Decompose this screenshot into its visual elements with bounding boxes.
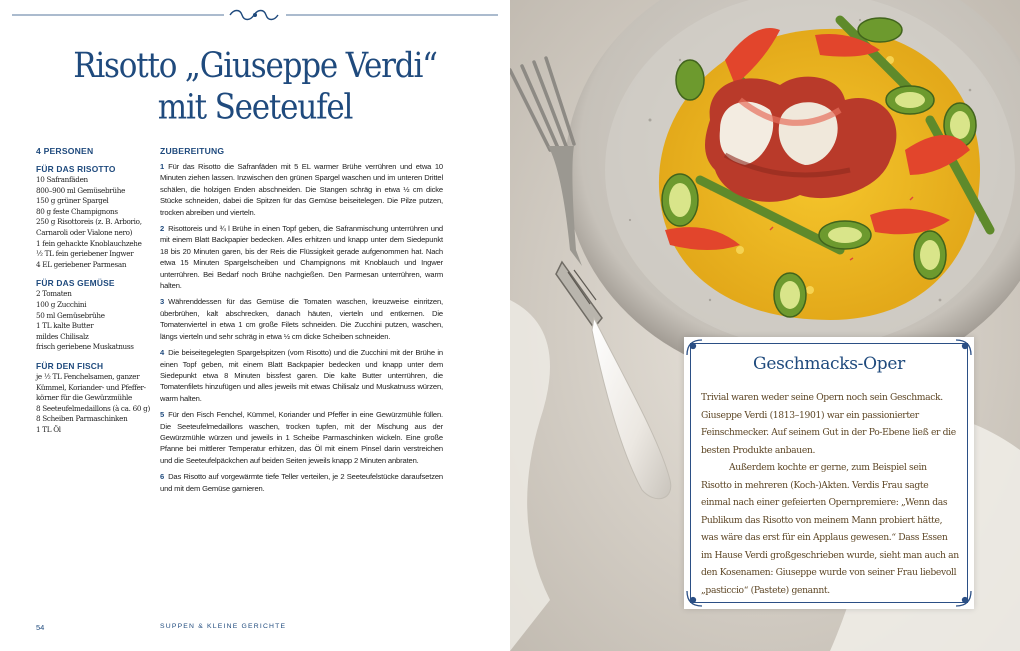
ingredient-item: körner für die Gewürzmühle: [36, 393, 132, 403]
ingredient-item: 10 Safranfäden: [36, 175, 88, 184]
step-number: 2: [160, 224, 165, 234]
ingredient-list: [36, 372, 154, 436]
ingredient-item: frisch geriebene Muskatnuss: [36, 342, 134, 352]
preparation-step: [160, 223, 443, 291]
step-number: 4: [160, 348, 165, 358]
sidebar-paragraph-1: Trivial waren weder seine Opern noch sein Geschmack. Giuseppe Verdi (1813–1901) war ein passionierter Feinschmecker. Auf seinem Gut in der Po-Ebene ließ er die besten Produkte anbauen.: [701, 392, 956, 456]
ingredient-item: 1 fein gehackte Knoblauchzehe: [36, 238, 142, 248]
ingredient-item: 50 ml Gemüsebrühe: [36, 310, 105, 320]
preparation-step: [160, 471, 443, 494]
step-text: Währenddessen für das Gemüse die Tomaten waschen, kreuzweise einritzen, überbrühen, kalt abschrecken, danach häuten, vierteln und entkernen. Die Tomatenviertel in etwa 1 cm große Filets schneiden. Die Zucchini putzen, waschen, längs vierteln und sehr schräg in etwa ½ cm dicke Scheiben schneiden.: [160, 297, 443, 341]
recipe-title-line1: Risotto „Giuseppe Verdi“: [73, 45, 437, 86]
sidebar-box-text: [701, 389, 959, 599]
preparation-step: [160, 161, 443, 218]
ingredient-group-heading: FÜR DAS GEMÜSE: [36, 278, 115, 289]
ingredient-item: 1 TL Öl: [36, 424, 61, 434]
ingredient-item: 800–900 ml Gemüsebrühe: [36, 185, 126, 195]
step-text: Für das Risotto die Safranfäden mit 5 EL warmer Brühe verrühren und etwa 10 Minuten ziehen lassen. Inzwischen den grünen Spargel waschen und im unteren Drittel schälen, die holzigen Enden abschneiden. Die Stangen schräg in etwa ½ cm dicke Stücke schneiden, dabei die Spitzen für das Gemüse beiseitelegen. Die Pilze putzen, trocken abreiben und vierteln.: [160, 162, 443, 217]
step-number: 5: [160, 410, 165, 420]
ingredient-list: [36, 175, 154, 270]
recipe-title-line2: mit Seeteufel: [157, 87, 353, 128]
preparation-column: [160, 146, 443, 499]
preparation-step: [160, 296, 443, 342]
preparation-heading: ZUBEREITUNG: [160, 146, 225, 156]
ingredient-item: 4 EL geriebener Parmesan: [36, 259, 127, 269]
ingredient-item: ½ TL fein geriebener Ingwer: [36, 249, 134, 259]
step-text: Für den Fisch Fenchel, Kümmel, Koriander und Pfeffer in eine Gewürzmühle füllen. Die Seeteufelmedaillons waschen, trocken tupfen, mit der Mischung aus der Gewürzmühle würzen und jeweils in 1 Scheibe Parmaschinken wickeln. Eine große Pfanne bei mittlerer Temperatur erhitzen, das Öl mit einem Pinsel darin verstreichen und die Seeteufelpäckchen auf beiden Seiten jeweils knapp 2 Minuten anbraten.: [160, 410, 443, 465]
preparation-step: [160, 347, 443, 404]
ingredient-item: Carnaroli oder Vialone nero): [36, 227, 133, 237]
ingredient-item: je ½ TL Fenchelsamen, ganzer: [36, 371, 140, 381]
ingredient-item: 150 g grüner Spargel: [36, 196, 109, 206]
preparation-step: [160, 409, 443, 466]
servings: 4 PERSONEN: [36, 146, 94, 156]
ingredient-item: 250 g Risottoreis (z. B. Arborio,: [36, 217, 142, 227]
step-number: 1: [160, 162, 165, 171]
ingredient-group-heading: FÜR DEN FISCH: [36, 360, 104, 371]
ingredient-item: 2 Tomaten: [36, 289, 72, 299]
sidebar-box: [684, 337, 974, 609]
page-number: 54: [36, 623, 45, 632]
step-text: Das Risotto auf vorgewärmte tiefe Teller verteilen, je 2 Seeteufelstücke daraufsetzen und mit dem Gemüse garnieren.: [160, 472, 443, 493]
step-number: 3: [160, 297, 165, 307]
sidebar-paragraph-2: Außerdem kochte er gerne, zum Beispiel sein Risotto in mehreren (Koch-)Akten. Verdis Frau sagte einmal nach einer gefeierten Opernpremiere: „Wenn das Publikum das Risotto von meinem Mann probiert hätte, was wäre das erst für ein Applaus gewesen.“ Dass Essen im Hause Verdi großgeschrieben wurde, sieht man auch an den Kosenamen: Giuseppe wurde von seiner Frau liebevoll „pasticcio“ (Pastete) genannt.: [701, 462, 959, 596]
ingredient-item: 8 Scheiben Parmaschinken: [36, 414, 128, 424]
ingredient-list: [36, 289, 154, 353]
preparation-steps: [160, 161, 443, 494]
sidebar-box-title: Geschmacks-Oper: [753, 354, 905, 374]
ingredient-item: Kümmel, Koriander- und Pfeffer-: [36, 382, 146, 392]
ingredient-item: 8 Seeteufelmedaillons (à ca. 60 g): [36, 403, 150, 413]
ingredients-column: [36, 146, 154, 435]
running-head: SUPPEN & KLEINE GERICHTE: [160, 623, 287, 630]
step-text: Risottoreis und ¾ l Brühe in einen Topf geben, die Safranmischung unterrühren und mit einem Blatt Backpapier bedecken. Alles erhitzen und knapp unter dem Siedepunkt 18 bis 20 Minuten garen, bis der Reis die Flüssigkeit gerade aufgenommen hat. Nach etwa 15 Minuten Spargelscheiben und Champignons mit Knoblauch und Ingwer unterrühren. Bei Bedarf noch Brühe nachgießen. Den Parmesan unterrühren, warm halten.: [160, 224, 443, 291]
ingredient-item: 100 g Zucchini: [36, 299, 87, 309]
header-ornament-icon: [12, 7, 498, 23]
recipe-title: [0, 46, 510, 129]
ingredient-item: mildes Chilisalz: [36, 331, 89, 341]
ingredient-item: 80 g feste Champignons: [36, 206, 118, 216]
ingredient-item: 1 TL kalte Butter: [36, 321, 94, 331]
step-number: 6: [160, 472, 165, 482]
step-text: Die beiseitegelegten Spargelspitzen (vom Risotto) und die Zucchini mit der Brühe in einen Topf geben, mit einem Blatt Backpapier bedecken und knapp unter dem Siedepunkt etwa 8 Minuten bissfest garen. Die kalte Butter unterrühren, die Tomatenfilets hinzufügen und alles jeweils mit etwas Chilisalz und Muskatnuss würzen, warm halten.: [160, 348, 443, 403]
ingredient-group-heading: FÜR DAS RISOTTO: [36, 164, 116, 174]
